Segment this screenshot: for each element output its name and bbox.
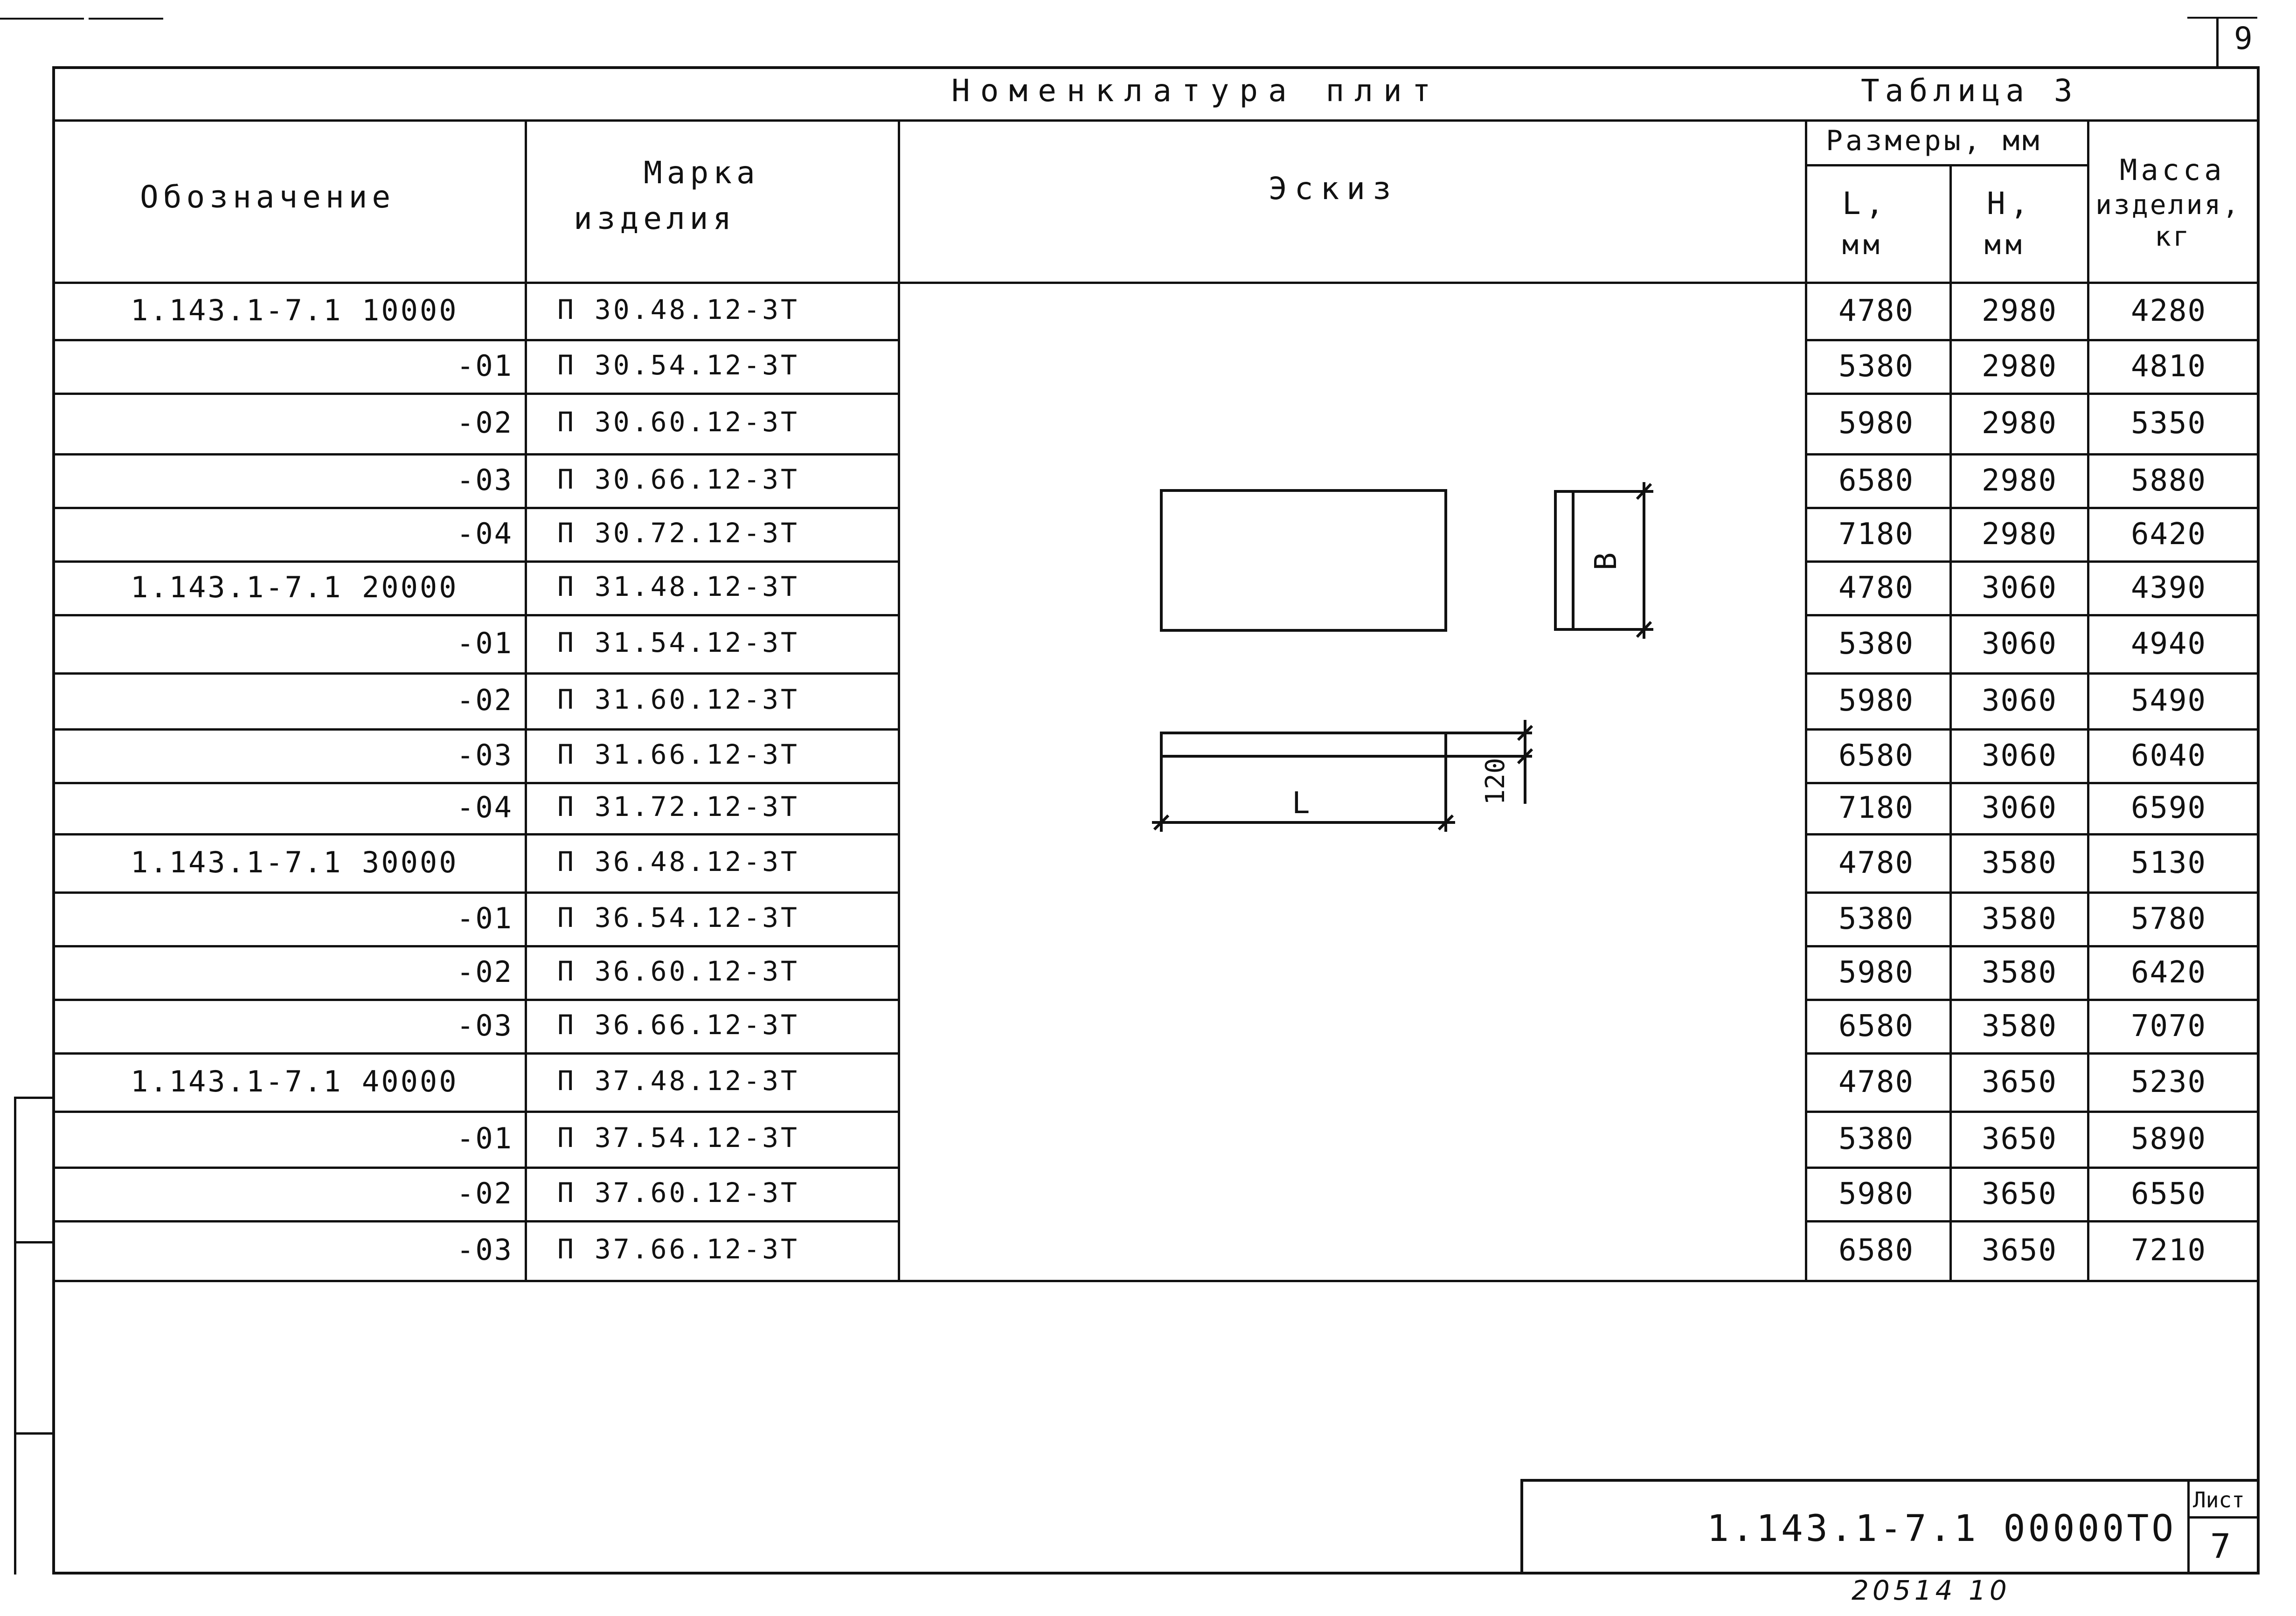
row-length: 5380 — [1838, 627, 1914, 661]
row-separator-left — [52, 1111, 900, 1113]
col-line-1 — [525, 119, 527, 1280]
row-mass: 4810 — [2130, 349, 2207, 384]
row-mass: 5490 — [2130, 684, 2207, 718]
row-separator-left — [52, 782, 900, 784]
row-separator-right — [1805, 945, 2260, 947]
header-mark-line1: Марка — [644, 155, 760, 191]
row-separator-right — [1805, 1167, 2260, 1169]
row-separator-left — [52, 614, 900, 616]
row-height: 3650 — [1981, 1177, 2058, 1211]
row-mark: П 30.48.12-3Т — [557, 294, 799, 325]
row-height: 3580 — [1981, 846, 2058, 880]
row-mass: 5350 — [2130, 406, 2207, 441]
row-separator-right — [1805, 891, 2260, 894]
row-separator-right — [1805, 782, 2260, 784]
col-line-5 — [2087, 119, 2089, 1280]
dimensions-header-divider — [1805, 164, 2089, 166]
col-line-4 — [1949, 166, 1952, 1280]
row-height: 2980 — [1981, 349, 2058, 384]
row-mark: П 36.54.12-3Т — [557, 902, 799, 933]
row-mass: 7210 — [2130, 1233, 2207, 1268]
row-mass: 6040 — [2130, 739, 2207, 773]
row-separator-left — [52, 1052, 900, 1055]
row-mass: 4940 — [2130, 627, 2207, 661]
row-separator-left — [52, 672, 900, 675]
row-mark: П 37.66.12-3Т — [557, 1233, 799, 1265]
row-designation: -01 — [457, 349, 513, 383]
header-H-line1: H, — [1987, 186, 2033, 221]
row-mark: П 36.48.12-3Т — [557, 846, 799, 877]
sheet-label: Лист — [2193, 1487, 2245, 1512]
handwritten-note: 20514 10 — [1852, 1575, 2011, 1606]
row-length: 5980 — [1838, 955, 1914, 990]
row-height: 2980 — [1981, 294, 2058, 328]
row-length: 6580 — [1838, 463, 1914, 498]
row-separator-left — [52, 393, 900, 395]
header-dimensions: Размеры, мм — [1826, 124, 2042, 157]
row-designation: -03 — [457, 1008, 513, 1043]
row-height: 2980 — [1981, 517, 2058, 552]
title-row-bottom — [52, 119, 2260, 122]
elevation-view-rect — [1161, 733, 1446, 756]
sheet-number: 7 — [2210, 1526, 2231, 1566]
row-length: 5980 — [1838, 406, 1914, 441]
row-separator-left — [52, 507, 900, 509]
row-length: 4780 — [1838, 846, 1914, 880]
row-designation: -03 — [457, 738, 513, 772]
row-separator-right — [1805, 728, 2260, 731]
row-length: 4780 — [1838, 571, 1914, 605]
row-mark: П 36.60.12-3Т — [557, 955, 799, 987]
row-height: 3060 — [1981, 739, 2058, 773]
row-separator-right — [1805, 453, 2260, 456]
row-mark: П 37.60.12-3Т — [557, 1177, 799, 1209]
row-length: 6580 — [1838, 1009, 1914, 1043]
header-mass-line3: кг — [2155, 221, 2191, 252]
row-height: 3060 — [1981, 791, 2058, 825]
row-separator-left — [52, 945, 900, 947]
header-L-line2: мм — [1842, 229, 1884, 261]
table-body-bottom — [52, 1280, 2260, 1282]
binding-strip-left — [14, 1097, 16, 1575]
row-designation: 1.143.1-7.1 10000 — [131, 293, 458, 327]
row-length: 5380 — [1838, 902, 1914, 936]
header-mass-line1: Масса — [2120, 153, 2226, 187]
sketch-l-label: L — [1292, 786, 1310, 821]
header-designation: Обозначение — [140, 179, 395, 215]
row-separator-left — [52, 1167, 900, 1169]
row-separator-right — [1805, 1220, 2260, 1222]
row-separator-left — [52, 833, 900, 836]
row-separator-right — [1805, 507, 2260, 509]
binding-strip-tick-3 — [14, 1432, 52, 1435]
row-designation: -01 — [457, 901, 513, 935]
row-length: 6580 — [1838, 1233, 1914, 1268]
row-length: 4780 — [1838, 294, 1914, 328]
row-mark: П 31.60.12-3Т — [557, 684, 799, 715]
corner-mark-left-2 — [89, 18, 163, 20]
row-height: 2980 — [1981, 406, 2058, 441]
row-mass: 5880 — [2130, 463, 2207, 498]
row-separator-right — [1805, 833, 2260, 836]
row-designation: -03 — [457, 1233, 513, 1267]
sketch-drawing — [898, 282, 1805, 1280]
row-designation: 1.143.1-7.1 30000 — [131, 845, 458, 879]
row-designation: -02 — [457, 955, 513, 989]
row-separator-left — [52, 999, 900, 1001]
row-designation: -03 — [457, 463, 513, 497]
row-mark: П 30.54.12-3Т — [557, 349, 799, 381]
row-length: 5380 — [1838, 349, 1914, 384]
row-mass: 6590 — [2130, 791, 2207, 825]
table-label: Таблица 3 — [1861, 73, 2078, 109]
row-designation: -01 — [457, 1121, 513, 1155]
row-length: 7180 — [1838, 517, 1914, 552]
row-separator-left — [52, 891, 900, 894]
row-separator-left — [52, 728, 900, 731]
header-mark-line2: изделия — [574, 200, 736, 236]
row-designation: -02 — [457, 406, 513, 440]
row-mark: П 30.72.12-3Т — [557, 517, 799, 549]
binding-strip-tick-1 — [14, 1097, 52, 1099]
row-mark: П 31.66.12-3Т — [557, 739, 799, 770]
row-mass: 6420 — [2130, 517, 2207, 552]
side-view-rect — [1555, 491, 1573, 629]
row-designation: 1.143.1-7.1 40000 — [131, 1064, 458, 1098]
row-mass: 6550 — [2130, 1177, 2207, 1211]
sheet-number-top-divider — [2216, 18, 2219, 66]
row-length: 5980 — [1838, 1177, 1914, 1211]
row-height: 3650 — [1981, 1122, 2058, 1156]
row-mark: П 31.72.12-3Т — [557, 791, 799, 822]
col-line-3 — [1805, 119, 1807, 1280]
title-block-sheet-divider — [2187, 1479, 2190, 1575]
row-length: 5380 — [1838, 1122, 1914, 1156]
row-height: 3060 — [1981, 627, 2058, 661]
row-designation: 1.143.1-7.1 20000 — [131, 570, 458, 604]
top-right-mark — [2187, 17, 2257, 19]
table-title: Номенклатура плит — [951, 73, 1441, 109]
row-length: 5980 — [1838, 684, 1914, 718]
row-designation: -02 — [457, 1176, 513, 1210]
header-sketch: Эскиз — [1269, 171, 1399, 207]
row-length: 4780 — [1838, 1065, 1914, 1099]
row-length: 6580 — [1838, 739, 1914, 773]
row-height: 3060 — [1981, 571, 2058, 605]
sketch-b-label: B — [1589, 552, 1623, 571]
row-mark: П 30.66.12-3Т — [557, 463, 799, 495]
row-separator-left — [52, 1220, 900, 1222]
row-mark: П 31.54.12-3Т — [557, 627, 799, 658]
row-separator-left — [52, 339, 900, 341]
row-height: 3580 — [1981, 955, 2058, 990]
row-mass: 5780 — [2130, 902, 2207, 936]
row-separator-right — [1805, 1111, 2260, 1113]
row-separator-left — [52, 453, 900, 456]
document-code: 1.143.1-7.1 00000ТО — [1707, 1508, 2177, 1550]
row-separator-right — [1805, 1052, 2260, 1055]
row-separator-right — [1805, 614, 2260, 616]
sheet-number-top: 9 — [2234, 21, 2253, 56]
header-mass-line2: изделия, — [2095, 189, 2241, 221]
row-separator-right — [1805, 339, 2260, 341]
row-mass: 5230 — [2130, 1065, 2207, 1099]
title-block-sheet-line — [2187, 1516, 2260, 1519]
row-mark: П 30.60.12-3Т — [557, 406, 799, 438]
row-mark: П 37.48.12-3Т — [557, 1065, 799, 1097]
row-height: 3650 — [1981, 1065, 2058, 1099]
row-height: 3650 — [1981, 1233, 2058, 1268]
row-separator-right — [1805, 393, 2260, 395]
row-height: 2980 — [1981, 463, 2058, 498]
row-mark: П 37.54.12-3Т — [557, 1122, 799, 1153]
binding-strip-tick-2 — [14, 1241, 52, 1243]
header-H-line2: мм — [1984, 229, 2026, 261]
row-mass: 7070 — [2130, 1009, 2207, 1043]
row-height: 3580 — [1981, 1009, 2058, 1043]
row-mass: 5890 — [2130, 1122, 2207, 1156]
row-separator-right — [1805, 999, 2260, 1001]
corner-mark-left — [0, 18, 84, 20]
row-mass: 6420 — [2130, 955, 2207, 990]
row-separator-left — [52, 560, 900, 563]
row-separator-right — [1805, 672, 2260, 675]
sketch-thickness-label: 120 — [1480, 758, 1511, 805]
row-mark: П 36.66.12-3Т — [557, 1009, 799, 1041]
row-designation: -01 — [457, 626, 513, 660]
row-designation: -04 — [457, 517, 513, 551]
row-mass: 5130 — [2130, 846, 2207, 880]
row-height: 3580 — [1981, 902, 2058, 936]
row-designation: -02 — [457, 683, 513, 717]
row-mass: 4390 — [2130, 571, 2207, 605]
row-separator-right — [1805, 560, 2260, 563]
row-height: 3060 — [1981, 684, 2058, 718]
row-mass: 4280 — [2130, 294, 2207, 328]
row-mark: П 31.48.12-3Т — [557, 571, 799, 602]
row-length: 7180 — [1838, 791, 1914, 825]
plan-view-rect — [1161, 490, 1446, 630]
header-L-line1: L, — [1842, 186, 1889, 221]
row-designation: -04 — [457, 790, 513, 824]
